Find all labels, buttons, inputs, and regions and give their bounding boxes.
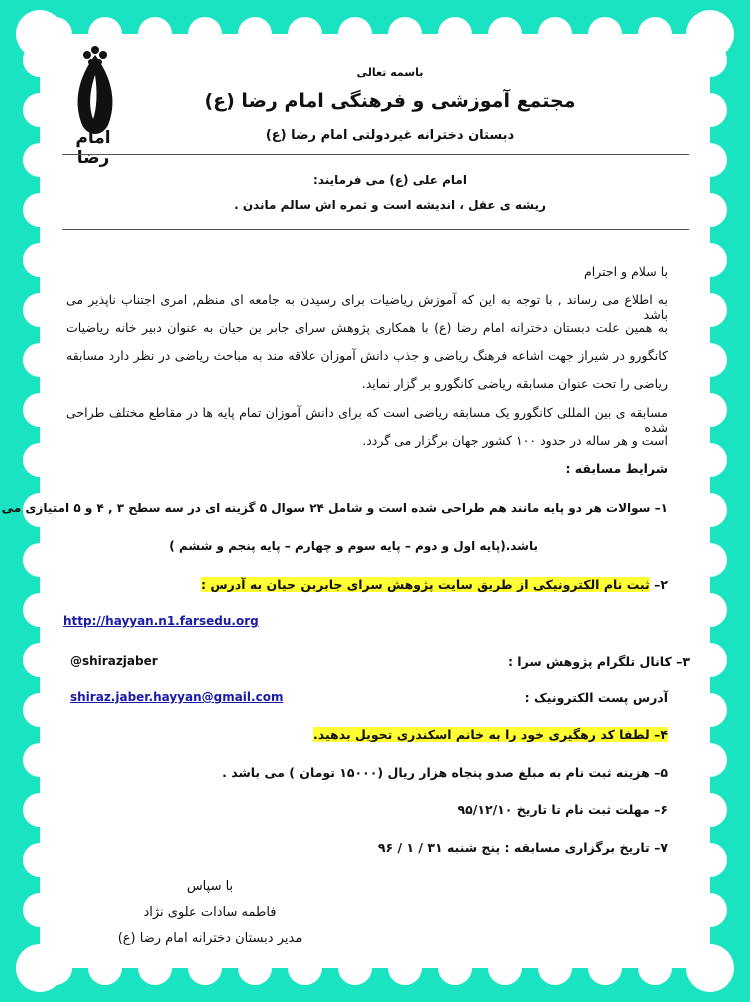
email-label: آدرس پست الکترونیک :: [524, 690, 668, 705]
condition-4-text: ۴– لطفا کد رهگیری خود را به خانم اسکندری تحویل بدهید.: [312, 727, 668, 742]
condition-2: [201, 577, 668, 592]
quote-text: ریشه ی عقل ، اندیشه است و ثمره اش سالم ماندن .: [234, 198, 546, 212]
paragraph-line: کانگورو در شیراز جهت اشاعه فرهنگ ریاضی و جذب دانش آموزان علاقه مند به مباحث ریاضی در نظر دارد مسابقه: [66, 348, 668, 363]
condition-1-continued: باشد.(پایه اول و دوم – پایه سوم و چهارم – پایه پنجم و ششم ): [169, 539, 538, 553]
signature-role: مدیر دبستان دخترانه امام رضا (ع): [117, 931, 303, 946]
condition-3: ۳– کانال تلگرام پژوهش سرا :: [507, 654, 690, 669]
condition-5: ۵– هزینه ثبت نام به مبلغ صدو پنجاه هزار ریال (۱۵۰۰۰ تومان ) می باشد .: [222, 765, 668, 780]
conditions-heading: شرایط مسابقه :: [565, 461, 668, 476]
telegram-handle: @shirazjaber: [70, 654, 158, 668]
condition-2-number: ۲–: [654, 577, 668, 592]
paragraph-line: است و هر ساله در حدود ۱۰۰ کشور جهان برگزار می گردد.: [362, 433, 668, 448]
paragraph-line: مسابقه ی بین المللی کانگورو یک مسابقه ریاضی است که برای دانش آموزان تمام پایه ها در مقاطع مختلف طراحی شده: [66, 405, 668, 435]
paragraph-line: به همین علت دبستان دخترانه امام رضا (ع) با همکاری پژوهش سرای جابر بن حیان به عنوان دبیر خانه ریاضیات: [66, 320, 668, 335]
email-link[interactable]: shiraz.jaber.hayyan@gmail.com: [70, 690, 284, 704]
condition-6: ۶– مهلت ثبت نام تا تاریخ ۹۵/۱۲/۱۰: [457, 802, 668, 817]
condition-4: [313, 727, 668, 742]
greeting: با سلام و احترام: [584, 264, 668, 279]
school-name: دبستان دخترانه غیردولتی امام رضا (ع): [265, 128, 515, 143]
quote-intro: امام علی (ع) می فرمایند:: [313, 173, 467, 187]
website-link[interactable]: http://hayyan.n1.farsedu.org: [63, 614, 259, 628]
page-title: مجتمع آموزشی و فرهنگی امام رضا (ع): [204, 90, 576, 112]
signature-name: فاطمه سادات علوی نژاد: [143, 905, 277, 920]
condition-2-text: ثبت نام الکترونیکی از طریق سایت پژوهش سرای جابربن حیان به آدرس :: [201, 577, 650, 592]
logo-caption: امام رضا: [75, 128, 111, 168]
condition-1: ۱– سوالات هر دو پایه مانند هم طراحی شده است و شامل ۲۴ سوال ۵ گزینه ای در سه سطح ۳ , ۴ و ۵ امتیازی می: [1, 501, 668, 515]
basmala: باسمه تعالی: [356, 66, 424, 79]
paragraph-line: به اطلاع می رساند , با توجه به این که آموزش ریاضیات برای رسیدن به جامعه ای منظم, امری اجتناب ناپذیر می باشد: [66, 292, 668, 322]
quote-divider: [62, 229, 689, 230]
signature-thanks: با سپاس: [186, 879, 234, 894]
header-divider: [62, 154, 689, 155]
condition-7: ۷– تاریخ برگزاری مسابقه : پنج شنبه ۳۱ / ۱ / ۹۶: [377, 840, 668, 855]
paragraph-line: ریاضی را تحت عنوان مسابقه ریاضی کانگورو بر گزار نماید.: [361, 376, 668, 391]
